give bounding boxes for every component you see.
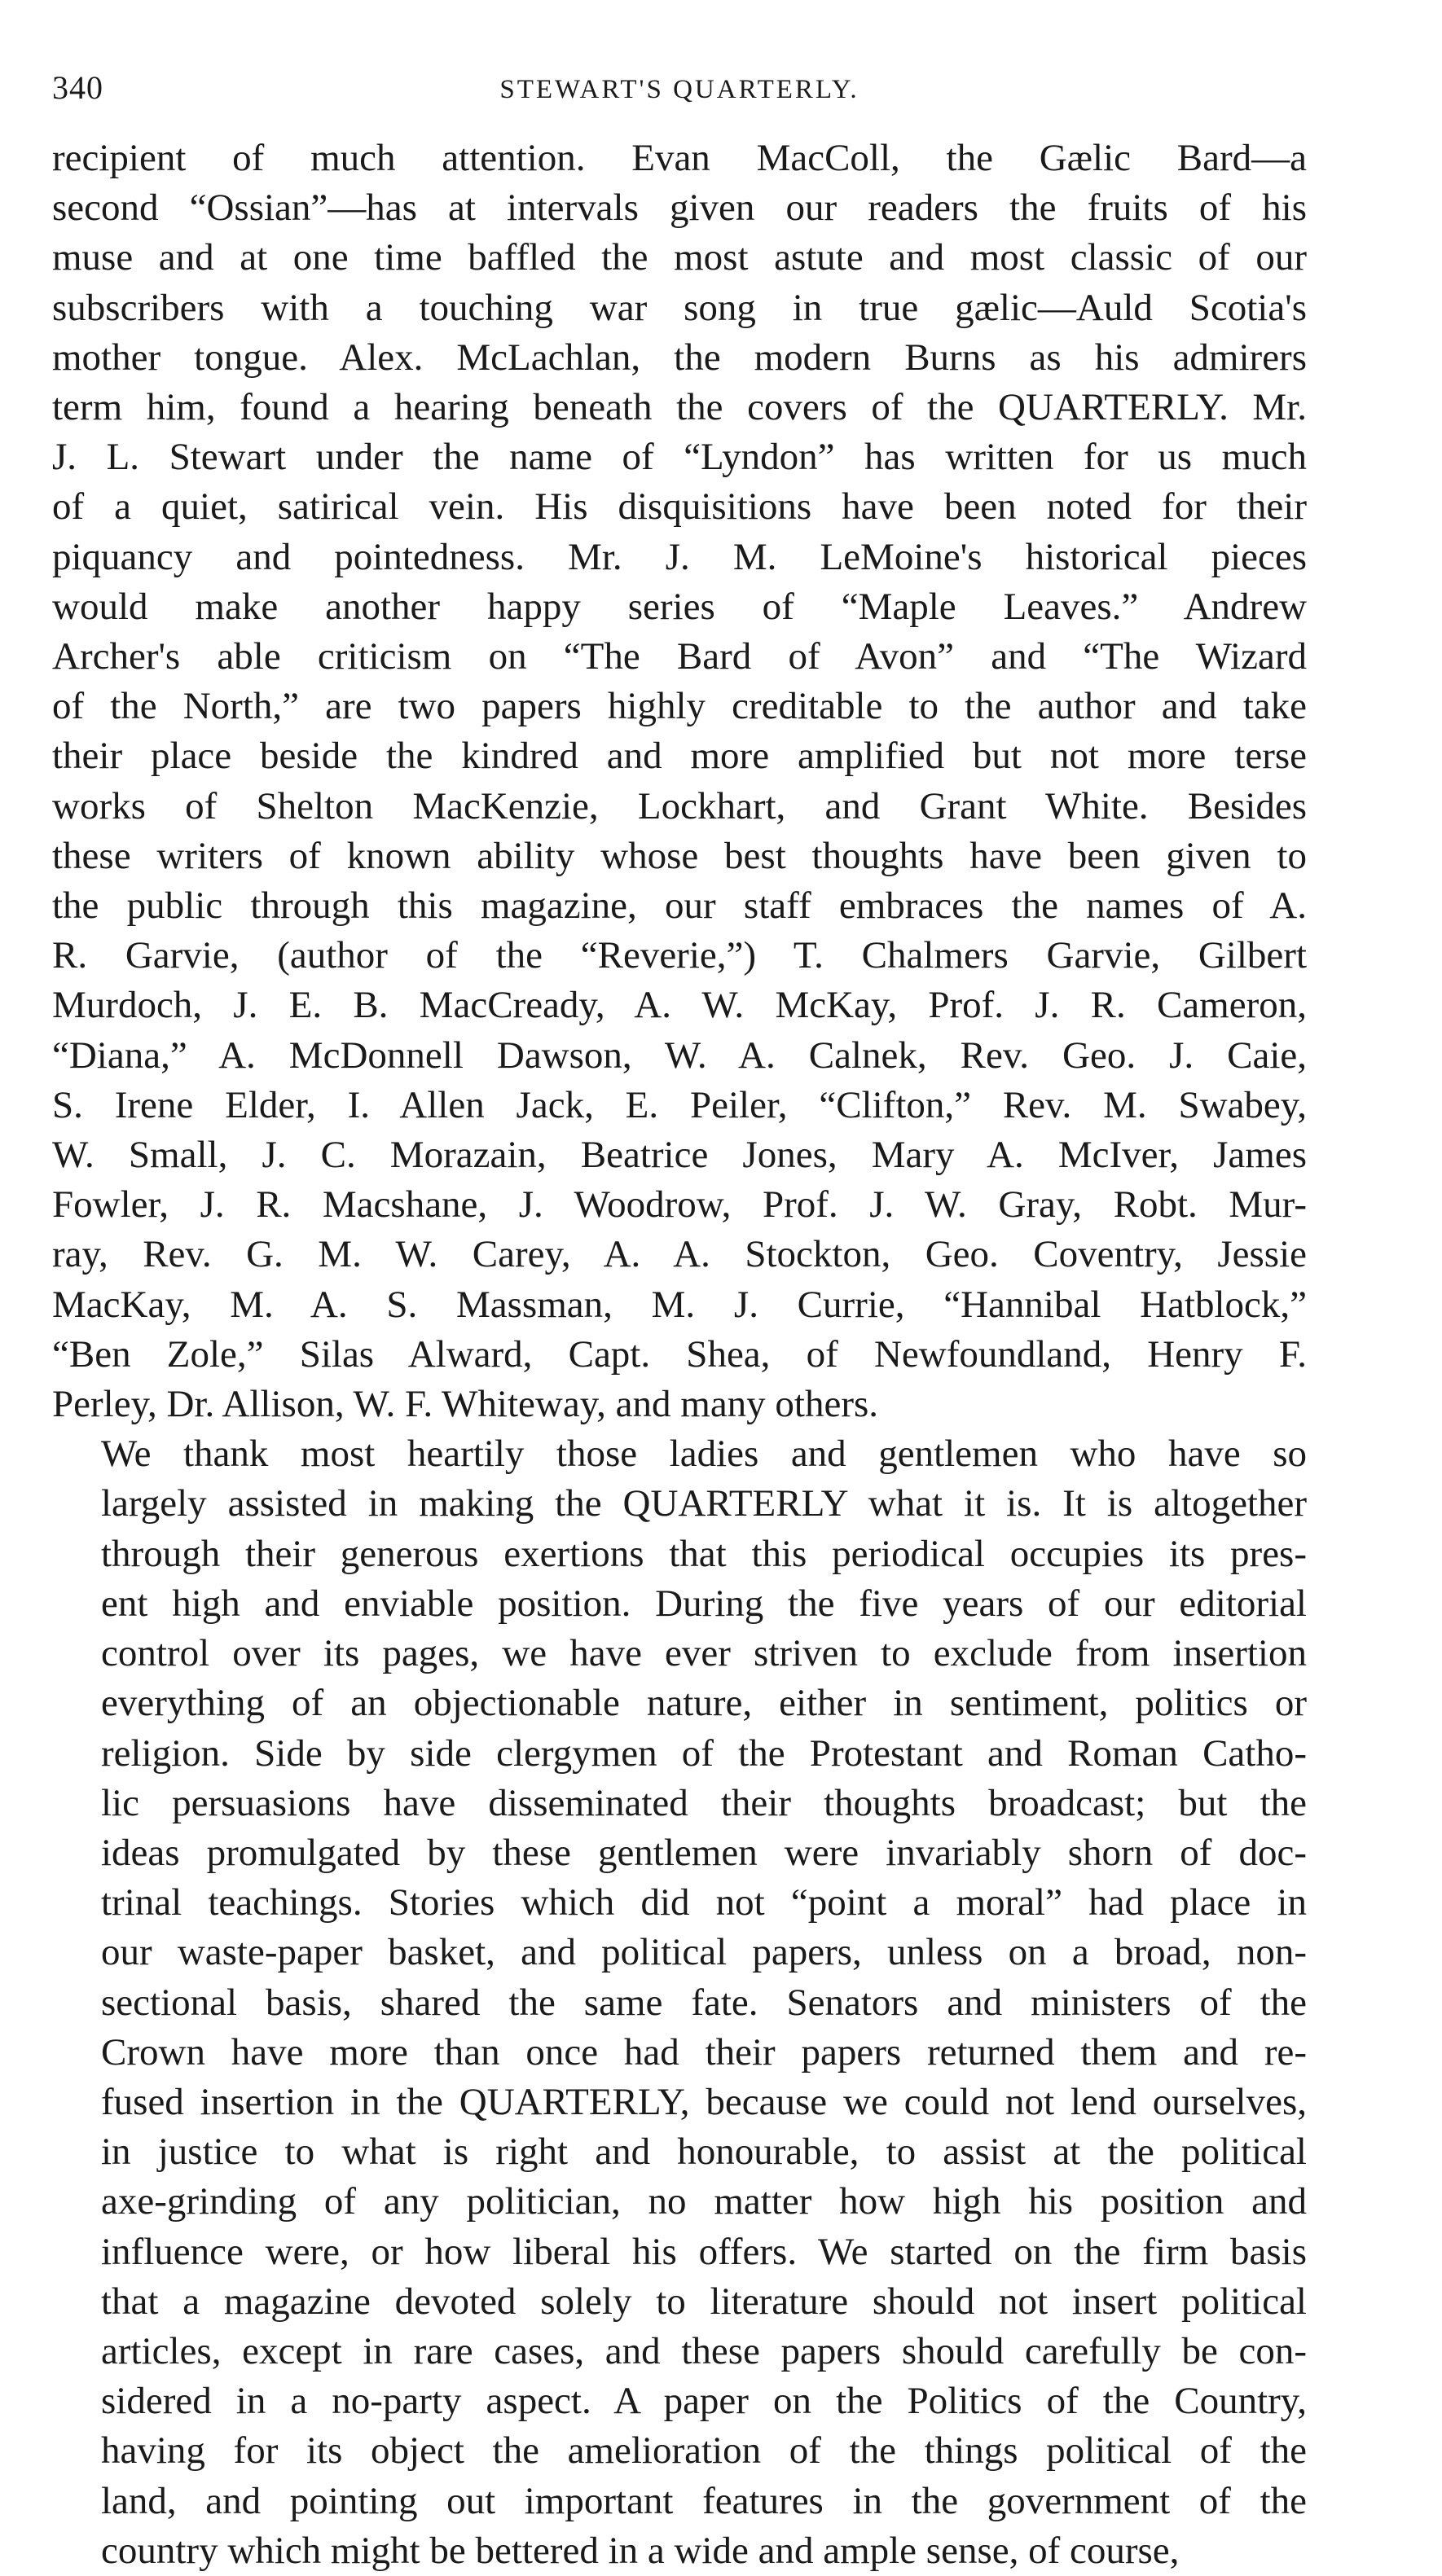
text-line: religion. Side by side clergymen of the Protestant and Roman Catho-: [101, 1731, 1307, 1775]
text-line: Archer's able criticism on “The Bard of Avon” and “The Wizard: [52, 635, 1307, 678]
text-line: their place beside the kindred and more amplified but not more terse: [52, 735, 1307, 778]
running-title: STEWART'S QUARTERLY.: [499, 75, 859, 104]
text-line: control over its pages, we have ever striven to exclude from insertion: [101, 1632, 1307, 1675]
text-line: our waste-paper basket, and political papers, unless on a broad, non-: [101, 1931, 1307, 1974]
text-line: R. Garvie, (author of the “Reverie,”) T. Chalmers Garvie, Gilbert: [52, 934, 1307, 977]
text-line: lic persuasions have disseminated their thoughts broadcast; but the: [101, 1781, 1307, 1824]
text-line: trinal teachings. Stories which did not “point a moral” had place in: [101, 1881, 1307, 1924]
text-line: axe-grinding of any politician, no matter how high his position and: [101, 2180, 1307, 2223]
text-line: land, and pointing out important features in the government of the: [101, 2479, 1307, 2522]
text-line: We thank most heartily those ladies and gentlemen who have so: [101, 1433, 1307, 1476]
text-line: having for its object the amelioration of the things political of the: [101, 2429, 1307, 2473]
text-line: everything of an objectionable nature, either in sentiment, politics or: [101, 1682, 1307, 1725]
text-line: in justice to what is right and honourable, to assist at the political: [101, 2131, 1307, 2174]
text-line: these writers of known ability whose best thoughts have been given to: [52, 834, 1307, 877]
text-line: country which might be bettered in a wide and ample sense, of course,: [101, 2529, 1180, 2572]
body-text: [52, 134, 1307, 2576]
text-line: sectional basis, shared the same fate. Senators and ministers of the: [101, 1981, 1307, 2024]
text-line: fused insertion in the QUARTERLY, because we could not lend ourselves,: [101, 2080, 1307, 2123]
text-line: that a magazine devoted solely to literature should not insert political: [101, 2280, 1307, 2323]
text-line: mother tongue. Alex. McLachlan, the modern Burns as his admirers: [52, 336, 1307, 379]
document-page: [52, 68, 1307, 2576]
text-line: articles, except in rare cases, and these papers should carefully be con-: [101, 2329, 1307, 2372]
text-line: ray, Rev. G. M. W. Carey, A. A. Stockton, Geo. Coventry, Jessie: [52, 1233, 1307, 1276]
text-line: muse and at one time baffled the most astute and most classic of our: [52, 236, 1307, 279]
text-line: through their generous exertions that this periodical occupies its pres-: [101, 1532, 1307, 1575]
text-line: recipient of much attention. Evan MacColl, the Gælic Bard—a: [52, 137, 1307, 179]
text-line: term him, found a hearing beneath the covers of the QUARTERLY. Mr.: [52, 386, 1307, 429]
text-line: Murdoch, J. E. B. MacCready, A. W. McKay, Prof. J. R. Cameron,: [52, 984, 1307, 1027]
text-line: “Ben Zole,” Silas Alward, Capt. Shea, of Newfoundland, Henry F.: [52, 1332, 1307, 1376]
text-line: Perley, Dr. Allison, W. F. Whiteway, and many others.: [52, 1383, 879, 1426]
text-line: “Diana,” A. McDonnell Dawson, W. A. Calnek, Rev. Geo. J. Caie,: [52, 1033, 1307, 1077]
text-line: ideas promulgated by these gentlemen were invariably shorn of doc-: [101, 1831, 1307, 1874]
text-line: Crown have more than once had their papers returned them and re-: [101, 2030, 1307, 2074]
text-line: of a quiet, satirical vein. His disquisitions have been noted for their: [52, 485, 1307, 529]
text-line: S. Irene Elder, I. Allen Jack, E. Peiler, “Clifton,” Rev. M. Swabey,: [52, 1083, 1307, 1126]
text-line: ent high and enviable position. During the five years of our editorial: [101, 1582, 1307, 1625]
text-line: of the North,” are two papers highly creditable to the author and take: [52, 685, 1307, 728]
text-line: the public through this magazine, our staff embraces the names of A.: [52, 884, 1307, 928]
paragraph: [52, 1429, 1307, 2576]
text-line: would make another happy series of “Maple Leaves.” Andrew: [52, 585, 1307, 628]
text-line: influence were, or how liberal his offers. We started on the firm basis: [101, 2230, 1307, 2273]
text-line: piquancy and pointedness. Mr. J. M. LeMoine's historical pieces: [52, 535, 1307, 578]
text-line: W. Small, J. C. Morazain, Beatrice Jones, Mary A. McIver, James: [52, 1134, 1307, 1177]
running-header: [52, 68, 1307, 125]
text-line: sidered in a no-party aspect. A paper on the Politics of the Country,: [101, 2380, 1307, 2423]
page-number: 340: [52, 69, 103, 106]
paragraph: [52, 134, 1307, 1429]
text-line: largely assisted in making the QUARTERLY what it is. It is altogether: [101, 1482, 1307, 1525]
text-line: second “Ossian”—has at intervals given our readers the fruits of his: [52, 187, 1307, 230]
text-line: subscribers with a touching war song in true gælic—Auld Scotia's: [52, 286, 1307, 329]
text-line: works of Shelton MacKenzie, Lockhart, and Grant White. Besides: [52, 784, 1307, 827]
text-line: MacKay, M. A. S. Massman, M. J. Currie, “Hannibal Hatblock,”: [52, 1283, 1307, 1326]
text-line: Fowler, J. R. Macshane, J. Woodrow, Prof. J. W. Gray, Robt. Mur-: [52, 1183, 1307, 1227]
text-line: J. L. Stewart under the name of “Lyndon” has written for us much: [52, 436, 1307, 479]
